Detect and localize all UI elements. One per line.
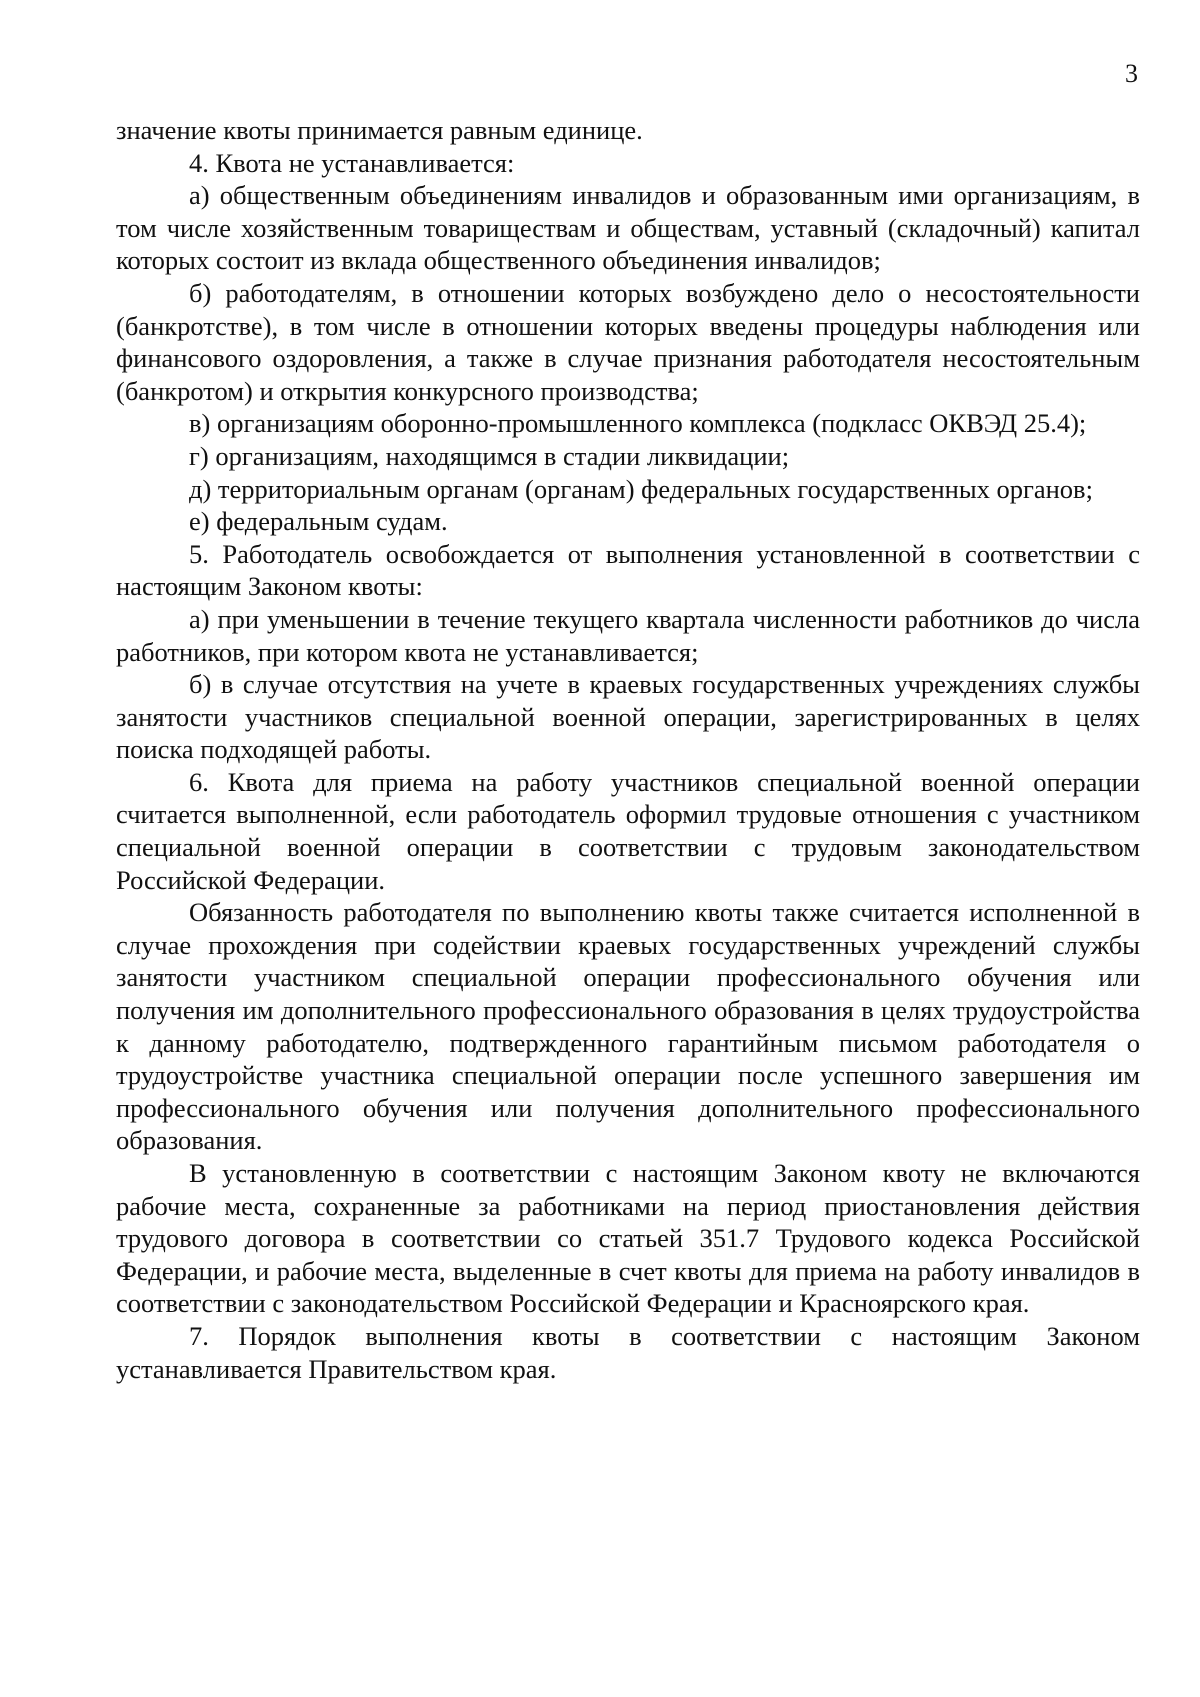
page-number: 3: [1125, 59, 1138, 88]
paragraph: В установленную в соответствии с настоящим Законом квоту не включаются рабочие места, сохраненные за работниками на период приостановления действия трудового договора в соответствии со статьей 351.7 Трудового кодекса Российской Федерации, и рабочие места, выделенные в счет квоты для приема на работу инвалидов в соответствии с законодательством Российской Федерации и Красноярского края.: [116, 1158, 1140, 1319]
paragraph: а) общественным объединениям инвалидов и образованным ими организациям, в том числе хозяйственным товариществам и обществам, уставный (складочный) капитал которых состоит из вклада общественного объединения инвалидов;: [116, 180, 1140, 276]
paragraph: а) при уменьшении в течение текущего квартала численности работников до числа работников, при котором квота не устанавливается;: [116, 603, 1140, 667]
paragraph: б) работодателям, в отношении которых возбуждено дело о несостоятельности (банкротстве), в том числе в отношении которых введены процедуры наблюдения или финансового оздоровления, а также в случае признания работодателя несостоятельным (банкротом) и открытия конкурсного производства;: [116, 277, 1140, 406]
paragraph: б) в случае отсутствия на учете в краевых государственных учреждениях службы занятости участников специальной военной операции, зарегистрированных в целях поиска подходящей работы.: [116, 669, 1140, 765]
paragraph: е) федеральным судам.: [189, 506, 448, 537]
paragraph: г) организациям, находящимся в стадии ликвидации;: [189, 440, 790, 471]
paragraph: 5. Работодатель освобождается от выполнения установленной в соответствии с настоящим Законом квоты:: [116, 538, 1140, 602]
paragraph: значение квоты принимается равным единице.: [116, 115, 643, 145]
document-body: [116, 114, 1140, 1385]
paragraph: 6. Квота для приема на работу участников специальной военной операции считается выполненной, если работодатель оформил трудовые отношения с участником специальной военной операции в соответствии с трудовым законодательством Российской Федерации.: [116, 766, 1140, 895]
paragraph: д) территориальным органам (органам) федеральных государственных органов;: [189, 473, 1093, 504]
paragraph: в) организациям оборонно-промышленного комплекса (подкласс ОКВЭД 25.4);: [189, 408, 1087, 439]
paragraph: 4. Квота не устанавливается:: [189, 147, 515, 178]
paragraph: 7. Порядок выполнения квоты в соответствии с настоящим Законом устанавливается Правительством края.: [116, 1320, 1140, 1384]
paragraph: Обязанность работодателя по выполнению квоты также считается исполненной в случае прохождения при содействии краевых государственных учреждений службы занятости участником специальной операции профессионального обучения или получения им дополнительного профессионального образования в целях трудоустройства к данному работодателю, подтвержденного гарантийным письмом работодателя о трудоустройстве участника специальной операции после успешного завершения им профессионального обучения или получения дополнительного профессионального образования.: [116, 897, 1140, 1156]
